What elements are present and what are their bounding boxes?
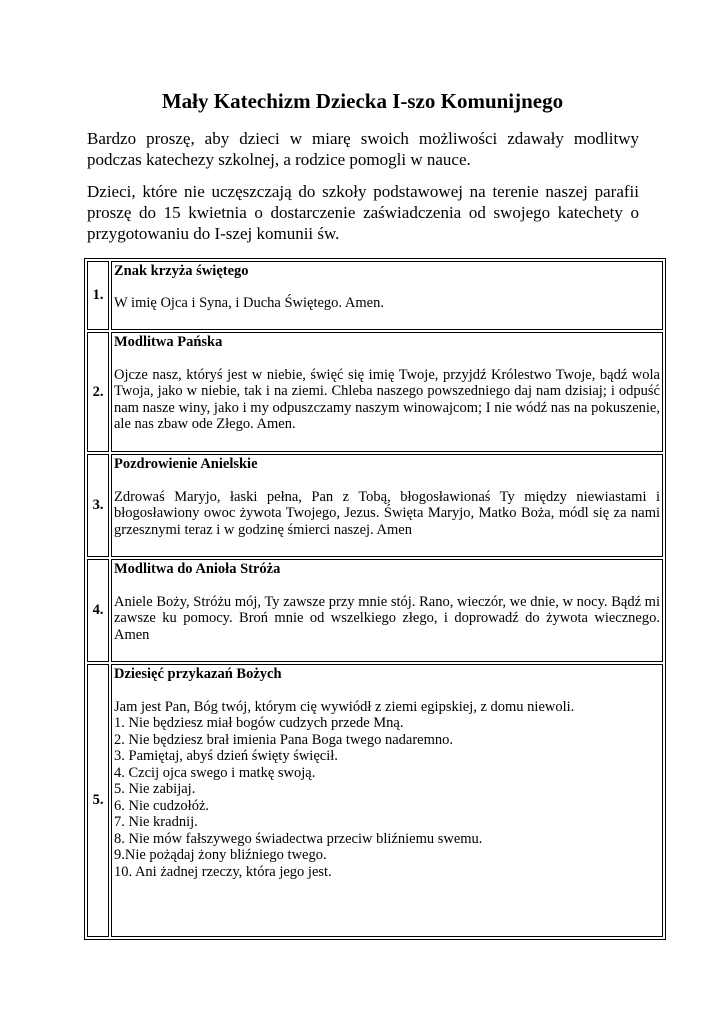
prayer-title: Pozdrowienie Anielskie [114,456,258,472]
commandment-item: 6. Nie cudzołóż. [114,797,210,814]
prayer-cell [111,332,663,452]
prayer-title: Modlitwa do Anioła Stróża [114,561,281,577]
prayer-title: Dziesięć przykazań Bożych [114,666,282,682]
table-row [87,664,663,937]
commandment-item: 7. Nie kradnij. [114,814,198,830]
prayer-title: Znak krzyża świętego [114,263,249,279]
table-row [87,559,663,662]
commandment-item: 9.Nie pożądaj żony bliźniego twego. [114,847,327,863]
prayer-text: Aniele Boży, Stróżu mój, Ty zawsze przy mnie stój. Rano, wieczór, we dnie, w nocy. Bądź mi zawsze ku pomocy. Broń mnie od wszelkiego złego, i doprowadź do żywota wiecznego. Amen [114,593,660,643]
row-number: 5. [87,664,109,937]
commandment-item: 5. Nie zabijaj. [114,781,196,797]
prayer-text: Zdrowaś Maryjo, łaski pełna, Pan z Tobą, błogosławionaś Ty między niewiastami i błogosławiony owoc żywota Twojego, Jezus. Święta Maryjo, Matko Boża, módl się za nami grzesznymi teraz i w godzinę śmierci naszej. Amen [114,488,660,538]
row-number: 2. [87,332,109,452]
prayer-cell [111,664,663,937]
prayer-text: W imię Ojca i Syna, i Ducha Świętego. Amen. [114,294,384,311]
prayer-title: Modlitwa Pańska [114,334,223,350]
row-number: 1. [87,261,109,330]
row-number: 4. [87,559,109,662]
intro-paragraph-1: Bardzo proszę, aby dzieci w miarę swoich możliwości zdawały modlitwy podczas katechezy szkolnej, a rodzice pomogli w nauce. [87,129,639,169]
prayer-cell [111,559,663,662]
table-row [87,261,663,330]
prayer-text: Ojcze nasz, któryś jest w niebie, święć się imię Twoje, przyjdź Królestwo Twoje, bądź wola Twoja, jako w niebie, tak i na ziemi. Chleba naszego powszedniego daj nam dzisiaj; i odpuść nam nasze winy, jako i my odpuszczamy naszym winowajcom; I nie wódź nas na pokuszenie, ale nas zbaw ode Złego. Amen. [114,366,660,432]
table-row [87,332,663,452]
page-title: Mały Katechizm Dziecka I-szo Komunijnego [161,89,564,113]
commandment-item: 10. Ani żadnej rzeczy, która jego jest. [114,863,332,880]
prayers-table [84,258,666,940]
commandment-item: 1. Nie będziesz miał bogów cudzych przede Mną. [114,715,404,731]
row-number: 3. [87,454,109,557]
commandment-item: 8. Nie mów fałszywego świadectwa przeciw bliźniemu swemu. [114,830,483,847]
commandments-intro: Jam jest Pan, Bóg twój, którym cię wywiódł z ziemi egipskiej, z domu niewoli. [114,698,575,715]
intro-paragraph-2: Dzieci, które nie uczęszczają do szkoły podstawowej na terenie naszej parafii proszę do 15 kwietnia o dostarczenie zaświadczenia od swojego katechety o przygotowaniu do I-szej komunii św. [87,182,639,243]
prayer-cell [111,454,663,557]
table-row [87,454,663,557]
prayer-cell [111,261,663,330]
commandments-list [114,715,660,880]
commandment-item: 2. Nie będziesz brał imienia Pana Boga twego nadaremno. [114,731,454,748]
commandment-item: 4. Czcij ojca swego i matkę swoją. [114,764,316,781]
commandment-item: 3. Pamiętaj, abyś dzień święty święcił. [114,748,338,764]
